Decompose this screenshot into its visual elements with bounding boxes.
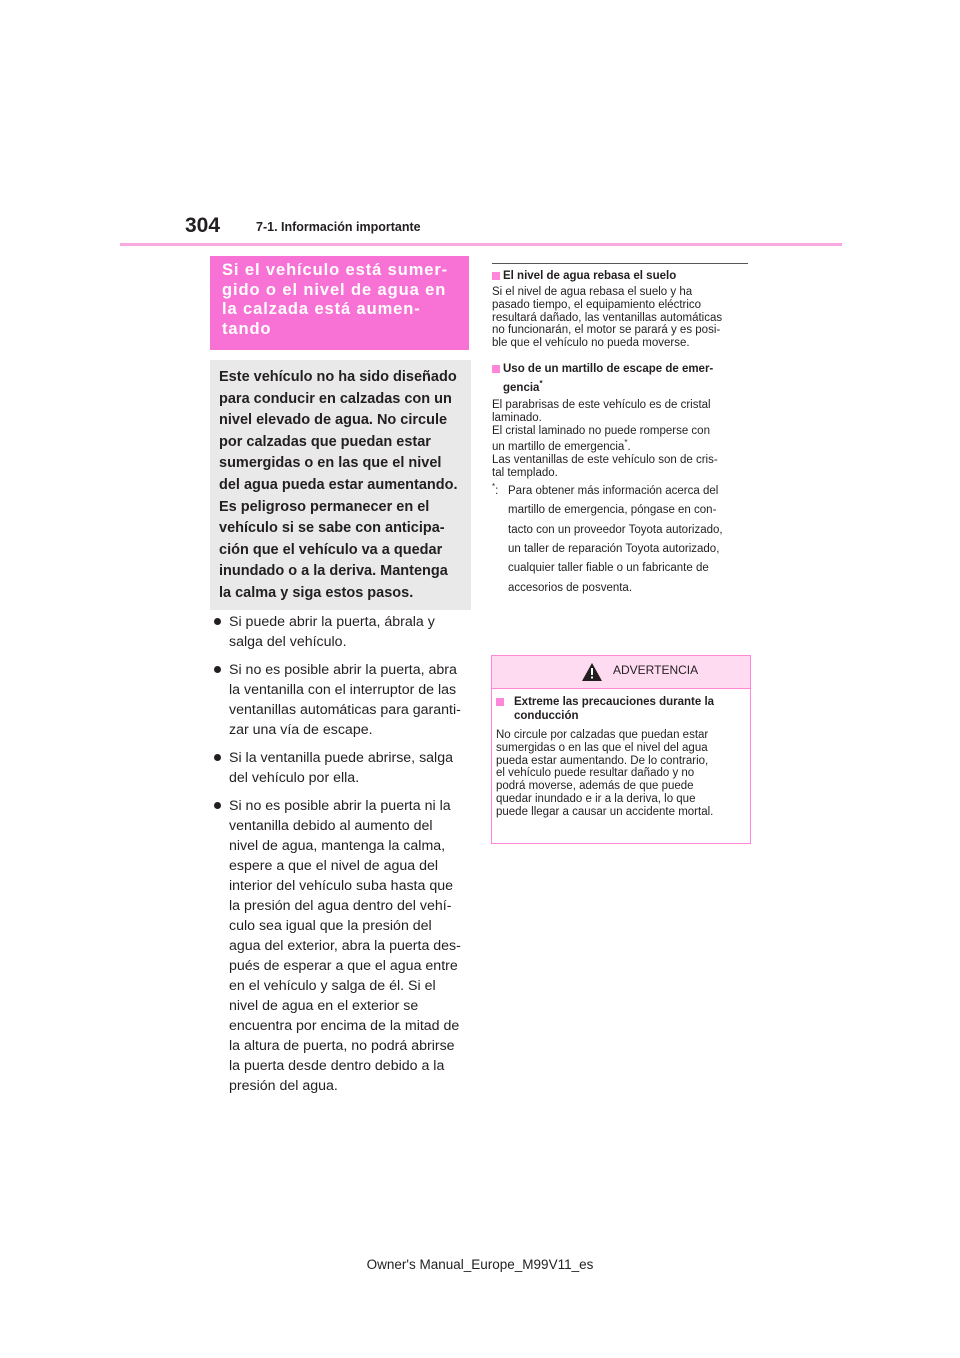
heading-line: tando [222, 319, 272, 338]
paragraph-line: no funcionarán, el motor se parará y es posi- [492, 324, 721, 337]
list-item-line: ventanillas automáticas para garanti- [229, 702, 461, 718]
list-item-line: culo sea igual que la presión del [229, 918, 432, 934]
right-column [492, 263, 752, 598]
footnote-colon: : [495, 484, 499, 497]
list-item-line: la altura de puerta, no podrá abrirse [229, 1038, 455, 1054]
warning-subheading [496, 695, 746, 723]
caution-line: por calzadas que puedan estar [219, 433, 431, 450]
list-item-line: ventanilla debido al aumento del [229, 818, 433, 834]
footnote [492, 482, 752, 598]
escape-hammer-text [492, 399, 752, 480]
list-item-line: nivel de agua, mantenga la calma, [229, 838, 446, 854]
warning-line: el vehículo puede resultar dañado y no [496, 767, 695, 780]
page-number: 304 [185, 214, 221, 237]
caution-line: para conducir en calzadas con un [219, 390, 452, 407]
caution-line: sumergidas o en las que el nivel [219, 455, 442, 472]
topic-heading [210, 256, 469, 350]
list-item [212, 796, 482, 1096]
water-level-heading [492, 269, 752, 283]
list-item-line: Si no es posible abrir la puerta, abra [229, 662, 457, 678]
paragraph-line: laminado. [492, 411, 542, 424]
footnote-marker [492, 482, 498, 501]
caution-line: nivel elevado de agua. No circule [219, 412, 448, 429]
bullet-icon [214, 802, 221, 809]
hammer-text: un martillo de emergencia [492, 441, 625, 454]
list-item-line: la ventanilla con el interruptor de las [229, 682, 457, 698]
escape-hammer-heading [492, 362, 752, 376]
footnote-line: tacto con un proveedor Toyota autorizado, [508, 523, 723, 536]
footnote-text [492, 482, 752, 598]
warning-triangle-icon [582, 663, 602, 681]
list-item-line: nivel de agua en el exterior se [229, 998, 419, 1014]
footnote-line: martillo de emergencia, póngase en con- [508, 504, 717, 517]
caution-line: Este vehículo no ha sido diseñado [219, 369, 457, 385]
list-item-line: la presión del agua dentro del vehí- [229, 898, 452, 914]
bullet-icon [214, 754, 221, 761]
list-item-line: presión del agua. [229, 1078, 338, 1094]
footnote-line: un taller de reparación Toyota autorizado, [508, 542, 720, 555]
section-title: 7-1. Información importante [256, 220, 421, 234]
warning-line: No circule por calzadas que puedan estar [496, 729, 709, 741]
footnote-line: Para obtener más información acerca del [508, 484, 719, 497]
warning-title: ADVERTENCIA [613, 663, 699, 677]
list-item-line: Si la ventanilla puede abrirse, salga [229, 750, 453, 766]
caution-box [210, 360, 471, 610]
paragraph-line: pasado tiempo, el equipamiento eléctrico [492, 298, 702, 311]
square-bullet-icon [492, 365, 500, 373]
footer-manual-id: Owner's Manual_Europe_M99V11_es [366, 1257, 594, 1272]
warning-header [492, 656, 750, 689]
escape-hammer-heading-text: Uso de un martillo de escape de emer- [503, 362, 714, 375]
warning-line: puede llegar a causar un accidente mortal. [496, 805, 714, 818]
escape-hammer-heading-continued [492, 381, 752, 395]
list-item-line: salga del vehículo. [229, 634, 347, 650]
caution-line: del agua pueda estar aumentando. [219, 476, 458, 493]
list-item-line: Si puede abrir la puerta, ábrala y [229, 614, 435, 630]
list-item [212, 660, 482, 740]
warning-text [496, 729, 746, 819]
bullet-icon [214, 618, 221, 625]
paragraph-line [492, 438, 752, 454]
paragraph-line: El parabrisas de este vehículo es de cristal [492, 398, 711, 411]
period: . [627, 441, 631, 454]
caution-line: inundado o a la deriva. Mantenga [219, 563, 448, 580]
heading-line: Si el vehículo está sumer- [222, 261, 449, 279]
footnote-line: accesorios de posventa. [508, 581, 633, 594]
footnote-asterisk: * [624, 438, 628, 448]
warning-line: quedar inundado e ir a la deriva, lo que [496, 792, 696, 805]
warning-content [492, 689, 750, 819]
heading-line: la calzada está aumen- [222, 300, 421, 318]
footnote-asterisk: * [492, 481, 496, 491]
list-item-line: agua del exterior, abra la puerta des- [229, 938, 461, 954]
square-bullet-icon [492, 272, 500, 280]
escape-hammer-heading-text: gencia [503, 381, 540, 394]
list-item-line: Si no es posible abrir la puerta ni la [229, 798, 451, 814]
footnote-asterisk: * [539, 379, 543, 389]
list-item-line: encuentra por encima de la mitad de [229, 1018, 460, 1034]
square-bullet-icon [496, 698, 504, 706]
paragraph-line: Si el nivel de agua rebasa el suelo y ha [492, 286, 693, 298]
list-item-line: zar una vía de escape. [229, 722, 373, 738]
warning-line: podrá moverse, además de que puede [496, 780, 694, 793]
paragraph-line: resultará dañado, las ventanillas automáticas [492, 311, 723, 324]
water-level-heading-text: El nivel de agua rebasa el suelo [503, 270, 677, 282]
list-item-line: espere a que el nivel de agua del [229, 858, 439, 874]
caution-line: vehículo si se sabe con anticipa- [219, 520, 445, 537]
paragraph-line: tal templado. [492, 466, 558, 479]
list-item-line: del vehículo por ella. [229, 770, 360, 786]
caution-line: ción que el vehículo va a quedar [219, 541, 443, 558]
list-item [212, 612, 482, 652]
warning-subheading-line: Extreme las precauciones durante la [514, 696, 715, 708]
paragraph-line: ble que el vehículo no pueda moverse. [492, 337, 690, 350]
footnote-line: cualquier taller fiable o un fabricante de [508, 562, 709, 575]
paragraph-line: Las ventanillas de este vehículo son de cris- [492, 454, 718, 467]
warning-line: pueda estar aumentando. De lo contrario, [496, 754, 709, 767]
list-item-line: interior del vehículo suba hasta que [229, 878, 453, 894]
list-item-line: la puerta desde dentro debido a la [229, 1058, 445, 1074]
warning-subheading-line: conducción [514, 710, 579, 722]
heading-line: gido o el nivel de agua en [222, 280, 447, 299]
header-divider [120, 243, 842, 246]
list-item-line: pués de esperar a que el agua entre [229, 958, 458, 974]
caution-line: Es peligroso permanecer en el [219, 498, 430, 515]
water-level-text [492, 286, 752, 350]
caution-line: la calma y siga estos pasos. [219, 584, 414, 601]
escape-steps-list [212, 612, 482, 1104]
bullet-icon [214, 666, 221, 673]
list-item [212, 748, 482, 788]
paragraph-line: El cristal laminado no puede romperse con [492, 424, 710, 437]
list-item-line: en el vehículo y salga de él. Si el [229, 978, 436, 994]
warning-box [491, 655, 751, 844]
warning-line: sumergidas o en las que el nivel del agua [496, 741, 708, 754]
